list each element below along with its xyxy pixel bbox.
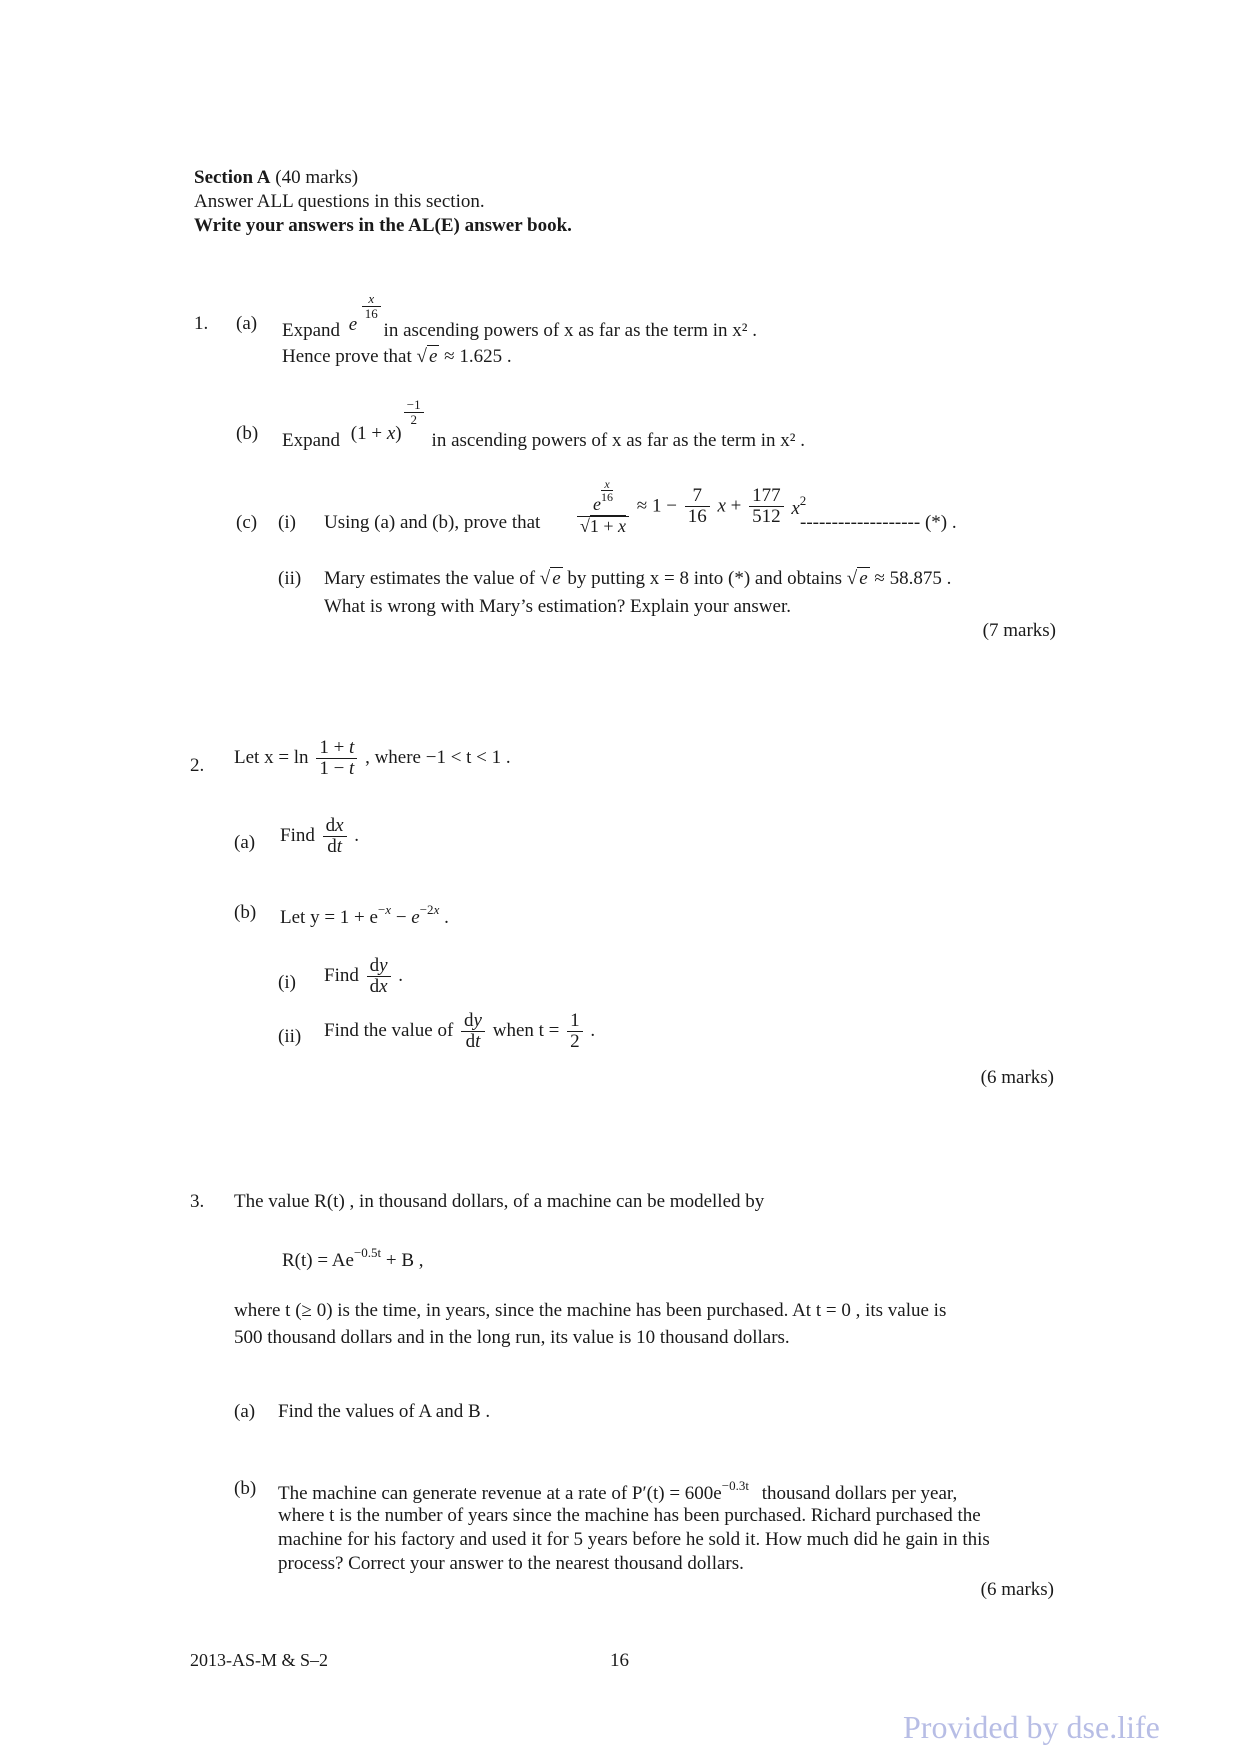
q1ci-label: (i) <box>278 512 296 533</box>
sqrt-e-2: √ e <box>539 568 561 589</box>
one-half: $\frac{1}{2}$ <box>567 1011 583 1052</box>
q1b-binomial: (1 + x) $\frac{-1}{2}$ <box>345 410 427 446</box>
q1a-hence: Hence prove that <box>282 346 412 367</box>
q1a-expand: Expand <box>282 320 341 341</box>
q1a-line <box>282 291 757 343</box>
sqrt-e: √ e <box>416 346 438 367</box>
q3a-text: Find the values of A and B . <box>278 1401 491 1422</box>
q1cii-label: (ii) <box>278 568 302 589</box>
q1a-label: (a) <box>236 313 258 334</box>
q2-fraction: $\frac{1 + t}{1 - t}$ <box>316 738 357 779</box>
q2-let-line <box>234 738 511 779</box>
q1cii-line <box>324 568 951 591</box>
section-heading <box>194 167 358 190</box>
q3b-line-2: where t is the number of years since the machine has been purchased. Richard purchased the <box>278 1505 981 1526</box>
q1b-rest: in ascending powers of x as far as the term in x² . <box>431 430 805 451</box>
q3-where-2: 500 thousand dollars and in the long run, its value is 10 thousand dollars. <box>234 1327 790 1348</box>
q1a-exp-term: e $\frac{x}{16}$ <box>345 298 379 336</box>
q3-number: 3. <box>190 1191 205 1212</box>
q3-intro: The value R(t) , in thousand dollars, of a machine can be modelled by <box>234 1191 765 1212</box>
q2-let: Let x = ln <box>234 747 309 769</box>
watermark: Provided by dse.life <box>903 1709 1160 1745</box>
q1cii-text-2: by putting x = 8 into (*) and obtains <box>567 568 843 589</box>
q3b-line-4: process? Correct your answer to the nearest thousand dollars. <box>278 1553 744 1574</box>
dx-dt: $\frac{dx}{dt}$ <box>323 816 347 857</box>
q3b-label: (b) <box>234 1478 257 1499</box>
q1a-hence-line <box>282 346 512 369</box>
q1a-approx: ≈ 1.625 . <box>444 346 512 367</box>
q3-formula-tail: + B , <box>385 1250 424 1271</box>
q2a-text: Find <box>280 825 315 847</box>
q3b-line-1 <box>278 1478 957 1506</box>
q3b-line1-exp: −0.3t <box>721 1478 749 1493</box>
q1ci-formula: e $^{\frac{x}{16}}$ √1 + x ≈ 1 − $\frac{7}{16}$ x + $\frac{177}{512}$ $x^2$ <box>574 478 806 536</box>
q1b-label: (b) <box>236 423 259 444</box>
q2-marks: (6 marks) <box>980 1067 1054 1088</box>
q1ci-lhs: e $^{\frac{x}{16}}$ √1 + x <box>577 478 629 536</box>
q3b-line1-a: The machine can generate revenue at a rate of P′(t) = 600e <box>278 1483 722 1504</box>
q1-number: 1. <box>194 313 209 334</box>
q3b-line1-b: thousand dollars per year, <box>761 1483 958 1504</box>
q1cii-text-1: Mary estimates the value of <box>324 568 536 589</box>
q1b-expand: Expand <box>282 430 341 451</box>
q3b-line-3: machine for his factory and used it for 5 years before he sold it. How much did he gain in this <box>278 1529 990 1550</box>
dy-dx: $\frac{dy}{dx}$ <box>367 956 391 997</box>
q3-formula-exp: −0.5t <box>353 1245 382 1260</box>
instruction-2: Write your answers in the AL(E) answer book. <box>194 215 572 236</box>
q2bii-text: Find the value of <box>324 1020 454 1042</box>
section-marks: (40 marks) <box>275 167 359 188</box>
q1b-line <box>282 397 805 453</box>
q1ci-text: Using (a) and (b), prove that <box>324 512 541 533</box>
q1ci-177-512: $\frac{177}{512}$ <box>749 486 784 527</box>
q1ci-7-16: $\frac{7}{16}$ <box>685 486 710 527</box>
footer-code: 2013-AS-M & S–2 <box>190 1650 329 1670</box>
q1ci-dashes: ------------------- (*) . <box>800 512 957 533</box>
q2b-label: (b) <box>234 902 257 923</box>
section-title: Section A <box>194 167 271 188</box>
q3a-label: (a) <box>234 1401 256 1422</box>
q2bii-label: (ii) <box>278 1026 302 1047</box>
q2bii-when: when t = <box>492 1020 560 1042</box>
q2-where: , where −1 < t < 1 . <box>365 747 511 769</box>
q2b-line: Let $y = 1 + e^{-x} - e^{-2x}$ . <box>280 902 449 928</box>
instruction-1: Answer ALL questions in this section. <box>194 191 485 212</box>
q1-marks: (7 marks) <box>982 620 1056 641</box>
q3-where-1: where t (≥ 0) is the time, in years, since the machine has been purchased. At t = 0 , its value is <box>234 1300 947 1321</box>
q1a-rest: in ascending powers of x as far as the term in x² . <box>383 320 757 341</box>
q2a-label: (a) <box>234 832 256 853</box>
q2bii-line: Find the value of $\frac{dy}{dt}$ when t = $\frac{1}{2}$ . <box>324 1010 596 1052</box>
page-number: 16 <box>610 1650 629 1671</box>
sqrt-e-3: √ e <box>846 568 868 589</box>
q1cii-text-3: ≈ 58.875 . <box>874 568 952 589</box>
q3-formula <box>282 1245 424 1273</box>
q3-marks: (6 marks) <box>980 1579 1054 1600</box>
q2bi-text: Find <box>324 965 359 987</box>
q2bi-line: Find $\frac{dy}{dx}$ . <box>324 955 404 997</box>
q2b-text: Let y = 1 + e <box>280 907 378 928</box>
q3-formula-main: R(t) = Ae <box>282 1250 354 1271</box>
q1c-label: (c) <box>236 512 258 533</box>
q2bi-label: (i) <box>278 972 296 993</box>
q2-number: 2. <box>190 755 205 776</box>
q1cii-text-4: What is wrong with Mary’s estimation? Explain your answer. <box>324 596 791 617</box>
dy-dt: $\frac{dy}{dt}$ <box>461 1011 485 1052</box>
q2a-line: Find $\frac{dx}{dt}$ . <box>280 815 360 857</box>
